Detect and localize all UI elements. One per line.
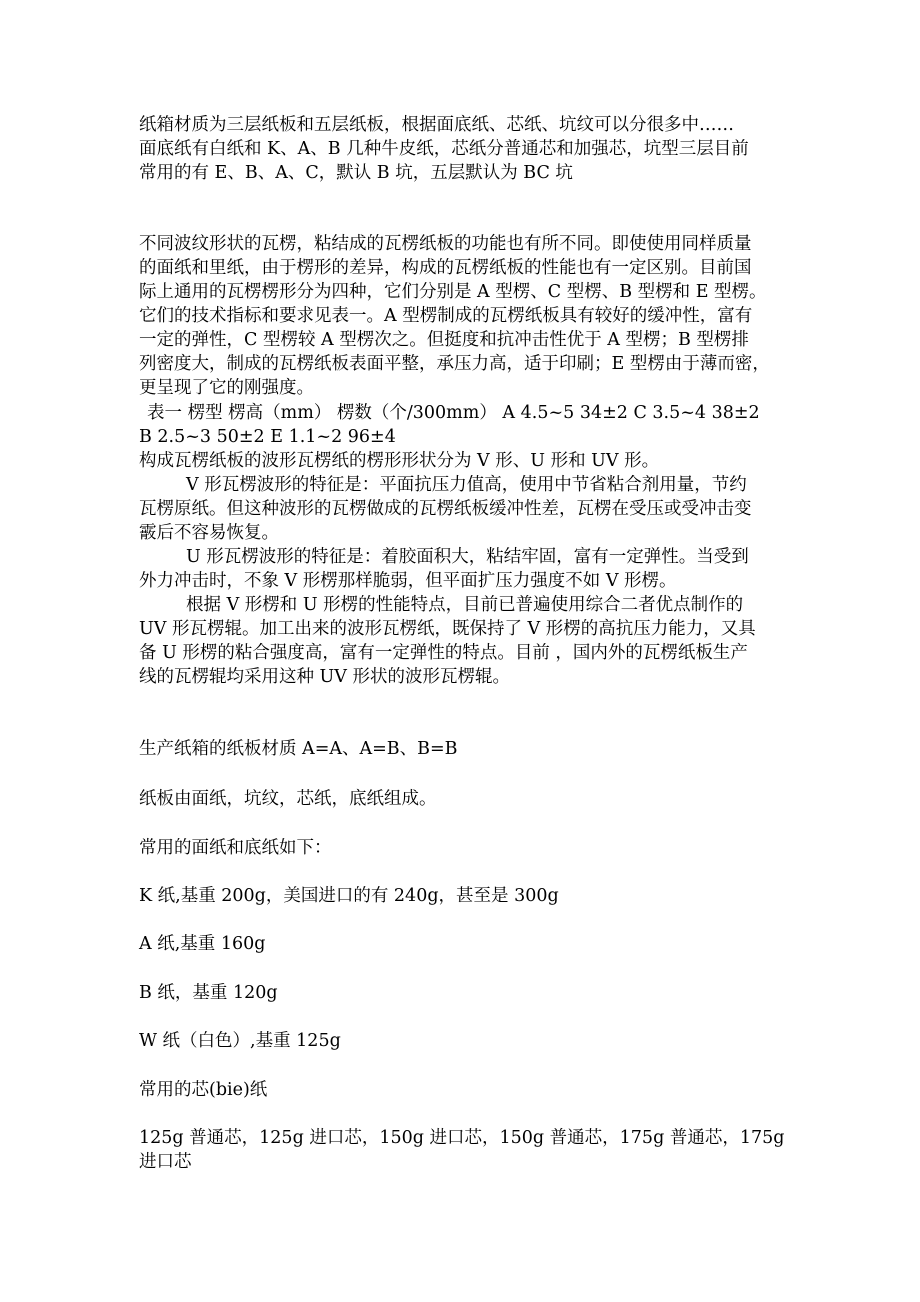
text-line: 不同波纹形状的瓦楞，粘结成的瓦楞纸板的功能也有所不同。即使使用同样质量: [139, 234, 752, 254]
text-line: 生产纸箱的纸板材质 A=A、A=B、B=B: [139, 739, 458, 759]
text-line: 瓦楞原纸。但这种波形的瓦楞做成的瓦楞纸板缓冲性差，瓦楞在受压或受冲击变: [139, 499, 752, 519]
text-line: 一定的弹性，C 型楞较 A 型楞次之。但挺度和抗冲击性优于 A 型楞；B 型楞排: [139, 330, 749, 350]
text-line: 125g 普通芯，125g 进口芯，150g 进口芯，150g 普通芯，175g 普通芯，175g: [139, 1128, 785, 1148]
text-line: 根据 V 形楞和 U 形楞的性能特点，目前已普遍使用综合二者优点制作的: [186, 595, 744, 615]
text-line: 更呈现了它的刚强度。: [139, 378, 314, 398]
text-line: 纸板由面纸，坑纹，芯纸，底纸组成。: [139, 789, 437, 809]
text-line: U 形瓦楞波形的特征是：着胶面积大，粘结牢固，富有一定弹性。当受到: [186, 547, 749, 567]
text-line: A 纸,基重 160g: [139, 934, 266, 954]
text-line: 常用的芯(bie)纸: [139, 1080, 268, 1100]
text-line: 它们的技术指标和要求见表一。A 型楞制成的瓦楞纸板具有较好的缓冲性，富有: [139, 306, 753, 326]
text-line: 际上通用的瓦楞楞形分为四种，它们分别是 A 型楞、C 型楞、B 型楞和 E 型楞。: [139, 282, 767, 302]
text-line: W 纸（白色）,基重 125g: [139, 1031, 341, 1051]
table-row: 表一 楞型 楞高（mm） 楞数（个/300mm） A 4.5~5 34±2 C 3.5~4 38±2: [147, 403, 760, 423]
text-line: 面底纸有白纸和 K、A、B 几种牛皮纸，芯纸分普通芯和加强芯，坑型三层目前: [139, 139, 749, 159]
text-line: 列密度大，制成的瓦楞纸板表面平整，承压力高，适于印刷；E 型楞由于薄而密，: [139, 354, 770, 374]
text-line: 常用的面纸和底纸如下：: [139, 838, 332, 858]
table-row: B 2.5~3 50±2 E 1.1~2 96±4: [139, 427, 396, 447]
text-line: 进口芯: [139, 1152, 192, 1172]
text-line: 外力冲击时，不象 V 形楞那样脆弱，但平面扩压力强度不如 V 形楞。: [139, 571, 677, 591]
text-line: B 纸，基重 120g: [139, 983, 278, 1003]
text-line: 常用的有 E、B、A、C，默认 B 坑，五层默认为 BC 坑: [139, 163, 573, 183]
text-line: 备 U 形楞的粘合强度高，富有一定弹性的特点。目前 ，国内外的瓦楞纸板生产: [139, 643, 748, 663]
text-line: 构成瓦楞纸板的波形瓦楞纸的楞形形状分为 V 形、U 形和 UV 形。: [139, 451, 660, 471]
text-line: K 纸,基重 200g，美国进口的有 240g，甚至是 300g: [139, 886, 559, 906]
text-line: UV 形瓦楞辊。加工出来的波形瓦楞纸，既保持了 V 形楞的高抗压力能力，又具: [139, 619, 756, 639]
text-line: 霰后不容易恢复。: [139, 523, 279, 543]
text-line: 的面纸和里纸，由于楞形的差异，构成的瓦楞纸板的性能也有一定区别。目前国: [139, 258, 752, 278]
text-line: 纸箱材质为三层纸板和五层纸板，根据面底纸、芯纸、坑纹可以分很多中……: [139, 115, 734, 135]
text-line: 线的瓦楞辊均采用这种 UV 形状的波形瓦楞辊。: [139, 667, 511, 687]
text-line: V 形瓦楞波形的特征是：平面抗压力值高，使用中节省粘合剂用量，节约: [186, 475, 747, 495]
